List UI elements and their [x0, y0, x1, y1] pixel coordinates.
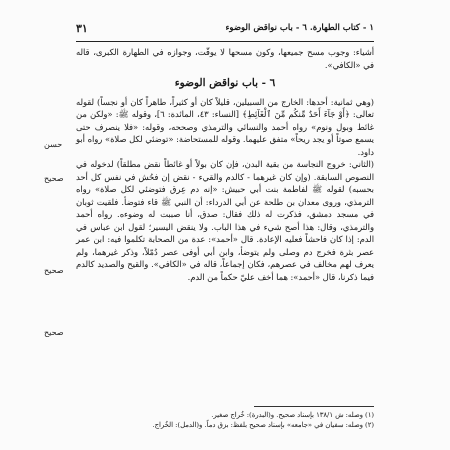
- running-title: ١ - كتاب الطهارة. ٦ - باب نواقض الوضوء: [225, 23, 374, 33]
- section-heading: ٦ - باب نواقض الوضوء: [174, 77, 276, 89]
- footnote-rule: [254, 406, 374, 407]
- paragraph-2: (الثاني: خروج النجاسة من بقية البدن، فإن كان بولاً أو غائطاً نقض مطلقاً) لدخوله في النصوص السابقة. (وإن كان غيرهما - كالدم والقيء - نقض إن فحُش في نفس كل أحد بحسبه) لقوله ﷺ لفاطمة بنت أبي حبيش: «إنه دم عِرق فتوضئي لكل صلاة» رواه الترمذي، وروى معدان بن طلحة عن أبي الدرداء: أن النبي ﷺ قاء فتوضأ. فلقيت ثوبان في مسجد دمشق، فذكرت له ذلك فقال: صدق، أنا صببت له وضوءه. رواه أحمد والترمذي، وقال: هذا أصح شيء في هذا الباب. ولا ينقض اليسير؛ لقول ابن عباس في الدم: إذا كان فاحشاً فعليه الإعادة. قال «أحمد»: عدة من الصحابة تكلموا فيه: ابن عمر عصر بثرة فخرج دم وصلى ولم يتوضأ، وابن أبي أوفى عصر دُمّلاً، وذكر غيرهما، ولم يعرف لهم مخالف في عصرهم، فكان إجماعاً، قاله في «الكافي». والقيح والصديد كالدم فيما ذكرنا، قال «أحمد»: هما أخف عليّ حكماً من الدم.: [76, 159, 374, 282]
- margin-note: صحيح: [44, 328, 64, 337]
- intro-paragraph: أشياء: وجوب مسح جميعها، وكون مسحها لا يوقّت، وجوازه في الطهارة الكبرى، قاله في «الكافي».: [76, 47, 374, 70]
- main-text: [76, 46, 374, 283]
- margin-note: صحيح: [44, 266, 64, 275]
- paragraph-1: (وهي ثمانية: أحدها: الخارج من السبيلين، قليلاً كان أو كثيراً، طاهراً كان أو نجساً) لقوله تعالى: ﴿أَوْ جَآءَ أَحَدٌ مِّنكُم مِّنَ ٱلْغَآئِطِ﴾ [النساء: ٤٣، المائدة: ٦]، وقوله ﷺ: «ولكن من غائط وبول ونوم» رواه أحمد والنسائي والترمذي وصححه، وقوله: «فلا ينصرف حتى يسمع صوتاً أو يجد ريحاً» متفق عليهما. وقوله للمستحاضة: «توضئي لكل صلاة» رواه أبو داود.: [76, 96, 374, 157]
- margin-note: حسن: [44, 140, 63, 149]
- footnote: (٢) وصله: سفيان في «جامعه» بإسناد صحيح بلفظ: بزق دماً. و(الدمل): الخُراج.: [152, 421, 374, 429]
- margin-note: صحيح: [44, 174, 64, 183]
- header-rule: [76, 41, 374, 42]
- page-number: ٣١: [76, 22, 88, 35]
- footnote: (١) وصله: ش ١٣٨/١ بإسناد صحيح. و(البدرة): خُراج صغير.: [211, 411, 374, 419]
- page-header: [76, 22, 374, 38]
- footnotes: [76, 410, 374, 430]
